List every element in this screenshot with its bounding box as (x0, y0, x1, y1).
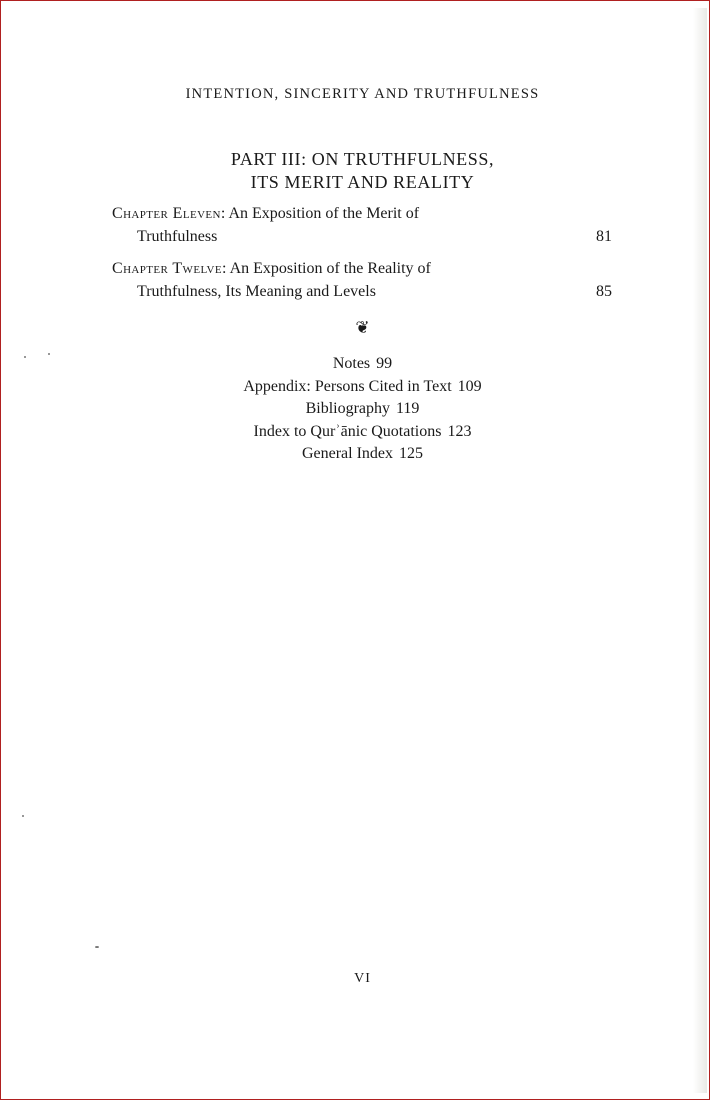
chapter-label: Chapter Eleven (112, 205, 221, 222)
toc-entry-quran-index (0, 421, 710, 444)
toc-entry-line-2 (112, 225, 612, 248)
part-title-line-2: ITS MERIT AND REALITY (250, 172, 475, 192)
entry-title: Bibliography (305, 400, 391, 417)
toc-entry-line-1 (112, 257, 612, 280)
fleuron-icon: ❦ (355, 318, 370, 337)
chapter-title-end: Truthfulness, Its Meaning and Levels (137, 283, 376, 300)
toc-entry-notes (0, 353, 710, 376)
chapter-title-start: : An Exposition of the Merit of (220, 205, 420, 222)
paper-speck (95, 946, 99, 948)
page-number: 109 (457, 377, 482, 395)
toc-entry-general-index (0, 443, 710, 466)
toc-entry-bibliography (0, 398, 710, 421)
paper-speck (22, 815, 24, 817)
toc-entry-line-2 (112, 280, 612, 303)
toc-entry-appendix (0, 376, 710, 399)
running-head: INTENTION, SINCERITY AND TRUTHFULNESS (185, 86, 540, 102)
toc-entry-chapter-twelve (112, 257, 612, 303)
page-number: 81 (596, 228, 612, 245)
entry-title: Appendix: Persons Cited in Text (243, 377, 452, 395)
page-number: 125 (399, 445, 424, 462)
chapter-label: Chapter Twelve (112, 260, 223, 277)
chapter-title-start: : An Exposition of the Reality of (222, 260, 431, 277)
page-number: 99 (376, 355, 393, 372)
part-title (0, 148, 710, 194)
chapter-title-end: Truthfulness (137, 228, 218, 245)
part-title-line-1: PART III: ON TRUTHFULNESS, (230, 149, 495, 169)
entry-title: Index to Qurʾānic Quotations (253, 422, 442, 440)
page-number: 119 (396, 400, 420, 417)
back-matter-list (0, 353, 710, 466)
toc-entry-chapter-eleven (112, 202, 612, 248)
entry-title: General Index (301, 445, 394, 462)
entry-title: Notes (332, 355, 371, 372)
folio-page-number: VI (354, 971, 371, 986)
toc-entry-line-1 (112, 202, 612, 225)
page-number: 123 (447, 422, 472, 440)
page-number: 85 (596, 283, 612, 300)
